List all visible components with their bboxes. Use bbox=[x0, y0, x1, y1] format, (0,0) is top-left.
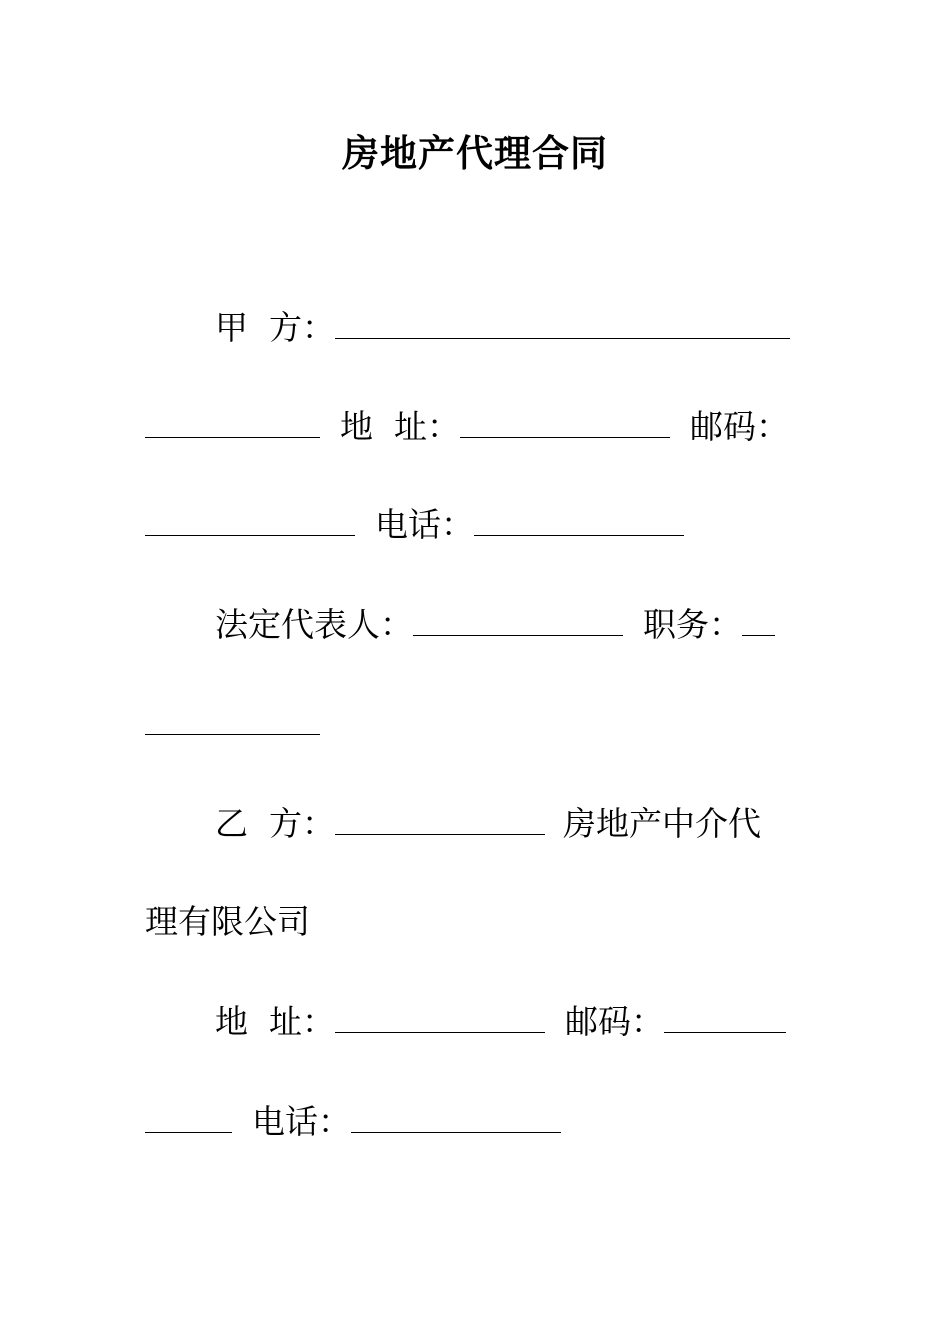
party-a-address-label: 地 址： bbox=[340, 407, 460, 446]
party-a-zip-blank bbox=[145, 503, 355, 536]
party-a-phone-label: 电话： bbox=[375, 505, 474, 544]
party-b-zip-label: 邮码： bbox=[564, 1002, 664, 1041]
party-b-line bbox=[215, 802, 761, 846]
party-b-address-label: 地 址： bbox=[215, 1002, 335, 1041]
party-a-phone-blank bbox=[474, 503, 684, 536]
party-b-phone-line bbox=[145, 1100, 561, 1144]
party-b-company-suffix-1: 房地产中介代 bbox=[562, 804, 761, 843]
position-blank bbox=[742, 603, 775, 636]
party-b-zip-blank-continued bbox=[145, 1100, 232, 1133]
position-blank-continued bbox=[145, 702, 320, 735]
party-b-zip-blank bbox=[664, 1000, 786, 1033]
party-a-name-blank-continued bbox=[145, 405, 320, 438]
party-a-label: 甲 方： bbox=[215, 308, 335, 347]
document-title: 房地产代理合同 bbox=[342, 131, 608, 175]
party-b-company-line bbox=[145, 900, 310, 944]
legal-rep-line bbox=[215, 603, 775, 647]
party-a-address-blank bbox=[460, 405, 670, 438]
party-a-line bbox=[215, 306, 790, 350]
party-b-address-line bbox=[215, 1000, 786, 1044]
legal-rep-blank bbox=[413, 603, 623, 636]
party-b-name-blank bbox=[335, 802, 545, 835]
position-continued-line bbox=[145, 702, 320, 746]
party-b-phone-label: 电话： bbox=[252, 1102, 351, 1141]
party-b-address-blank bbox=[335, 1000, 545, 1033]
party-a-phone-line bbox=[145, 503, 684, 547]
party-b-label: 乙 方： bbox=[215, 804, 335, 843]
party-b-phone-blank bbox=[351, 1100, 561, 1133]
legal-rep-label: 法定代表人： bbox=[215, 605, 413, 644]
position-label: 职务： bbox=[643, 605, 742, 644]
party-b-company-suffix-2: 理有限公司 bbox=[145, 902, 310, 941]
party-a-zip-label: 邮码： bbox=[689, 407, 789, 446]
party-a-name-blank bbox=[335, 306, 790, 339]
party-a-address-line bbox=[145, 405, 789, 449]
